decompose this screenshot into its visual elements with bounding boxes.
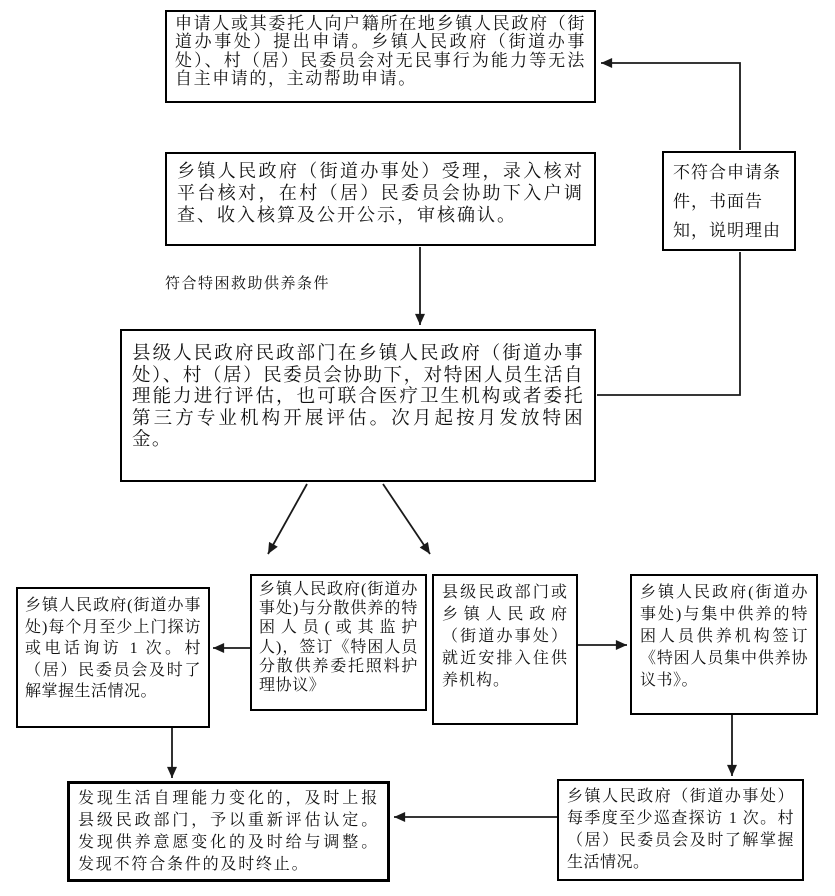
node-monthly-home-visit: 乡镇人民政府(街道办事处)每个月至少上门探访或电话询访 1 次。村（居）民委员会及时了解掌握生活情况。 (16, 587, 210, 728)
node-decentralized-agreement: 乡镇人民政府(街道办事处)与分散供养的特困人员(或其监护人)，签订《特困人员分散供养委托照料护理协议》 (250, 574, 427, 711)
line-assess-to-reject (597, 252, 740, 395)
arrow-reject-to-apply (601, 63, 740, 150)
node-assessment: 县级人民政府民政部门在乡镇人民政府（街道办事处）、村（居）民委员会协助下，对特困人员生活自理能力进行评估，也可联合医疗卫生机构或者委托第三方专业机构开展评估。次月起按月发放特困金。 (120, 329, 596, 482)
arrow-assess-to-arrange (383, 484, 430, 554)
node-acceptance-review: 乡镇人民政府（街道办事处）受理，录入核对平台核对，在村（居）民委员会协助下入户调查、收入核算及公开公示，审核确认。 (165, 152, 596, 246)
node-centralized-agreement: 乡镇人民政府(街道办事处)与集中供养的特困人员供养机构签订《特困人员集中供养协议书》。 (630, 574, 818, 715)
edge-label-qualify: 符合特困救助供养条件 (165, 276, 331, 292)
node-application: 申请人或其委托人向户籍所在地乡镇人民政府（街道办事处）提出申请。乡镇人民政府（街道办事处）、村（居）民委员会对无民事行为能力等无法自主申请的，主动帮助申请。 (165, 10, 596, 103)
node-arrange-institution: 县级民政部门或乡镇人民政府（街道办事处）就近安排入住供养机构。 (432, 574, 578, 725)
node-reject-notice: 不符合申请条件，书面告知，说明理由 (662, 151, 796, 251)
node-reassess-adjust-terminate: 发现生活自理能力变化的，及时上报县级民政部门，予以重新评估认定。发现供养意愿变化的及时给与调整。发现不符合条件的及时终止。 (67, 781, 390, 882)
arrow-assess-to-decentralized (268, 484, 307, 554)
node-quarterly-visit: 乡镇人民政府（街道办事处）每季度至少巡查探访 1 次。村（居）民委员会及时了解掌握生活情况。 (557, 779, 804, 881)
